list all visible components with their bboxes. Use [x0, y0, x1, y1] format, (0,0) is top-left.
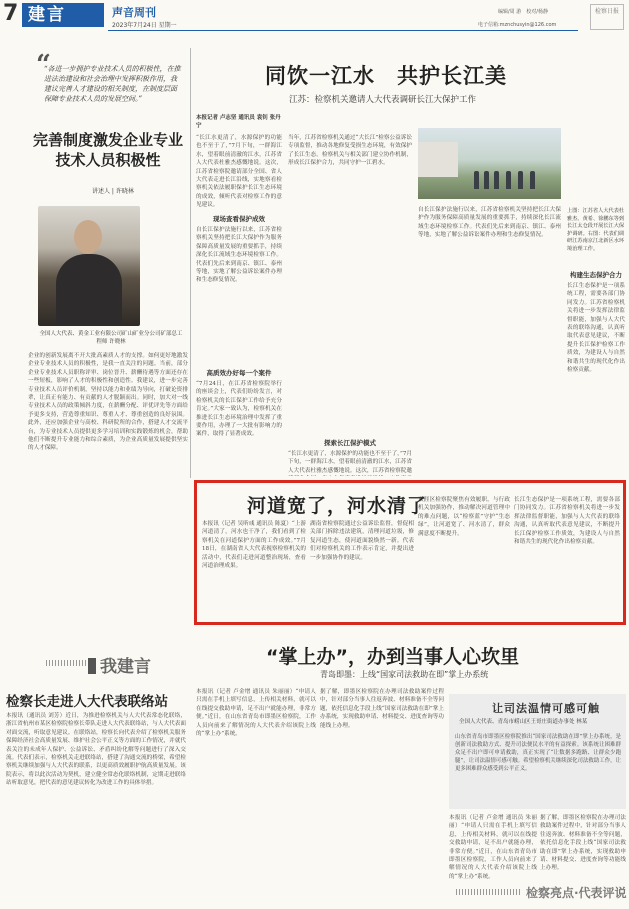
- main-subheadline: 江苏：检察机关邀请人大代表调研长江大保护工作: [289, 95, 477, 105]
- portrait-caption: 全国人大代表、黄金工业有限公司矿山矿业分公司矿部总工程师 许晓林: [39, 331, 183, 345]
- column-divider: [190, 48, 191, 478]
- jianyan-banner: 我建言: [100, 657, 151, 677]
- main-col-5: 自长江保护法施行以来，江苏省检察机关坚持把长江大保护作为服务保障高质量发展的重要抓手，持续深化长江流域生态环境检察工作。代表们先后来到南京、镇江、泰州等地，实地了解公益诉讼案件办理和生态修复情况。: [418, 207, 561, 239]
- main-col-6: 长江生态保护是一项系统工程，需要各部门协同发力。江苏省检察机关将进一步发挥法律监督职能，加强与人大代表的联络沟通，认真听取代表意见建议，不断提升长江保护检察工作质效，为建设人与自然和谐共生的现代化作出检察贡献。: [567, 283, 625, 374]
- left-article-byline: 讲述人 | 许晓林: [92, 188, 134, 195]
- header-rule: [108, 30, 578, 31]
- lower-headline: “掌上办”，办到当事人心坎里: [266, 646, 519, 668]
- page-header: [0, 0, 629, 36]
- column-name: 声音周刊: [112, 6, 156, 19]
- banner-dots: [46, 660, 86, 666]
- main-byline: 本报记者 卢志坚 通讯员 袁钊 张丹宁: [196, 115, 281, 129]
- main-photo: [418, 128, 561, 199]
- main-col-3: “7月24日，在江苏省检察院举行的座谈会上，代表们纷纷发言，对检察机关的长江保护工作给予充分肯定。”大家一致认为，检察机关在推进长江生态环境治理中发挥了重要作用，办理了一大批有影响力的案件，取得了显著成效。: [196, 381, 282, 438]
- main-col-1: “长江水更清了，水源保护的功能也不至于了，”7月下旬，一群海江水，望着眼前清澈的江水，江苏省人大代表杜雅杰感慨地说。这次，江苏省检察院邀请部分全国、省人大代表走进长江沿线，实地察看检察机关依法履职保护长江生态环境的成效，倾听代表对检察工作的意见建议。: [196, 135, 282, 209]
- lower-subheadline: 青岛即墨：上线“国家司法救助在即”掌上办系统: [320, 670, 489, 679]
- lower-col-1: 本报讯（记者 卢金增 通讯员 朱丽丽）“申请人只需在手机上填写信息，上传相关材料，就可以在线提交救助申请，足不出户就能办理，非常方便。”近日，在山东省青岛市即墨区检察院，工作人员向前来了解情况的人大代表介绍该院上线的“掌上办”系统。: [196, 689, 316, 738]
- section-head-4: 构建生态保护合力: [570, 271, 622, 279]
- commentary-title: 让司法温情可感可触: [492, 702, 600, 715]
- review-banner: 检察亮点·代表评说: [526, 886, 627, 900]
- review-dots: [456, 889, 522, 895]
- main-photo-caption: 上图：江苏省人大代表杜雅杰、黄希、徐鹏东等到长江太仓段开展长江大保护调研。右图：代表们调研江苏南京江北新区水环境治理工作。: [567, 208, 625, 252]
- section-head-2: 高质效办好每一个案件: [206, 369, 272, 377]
- highlight-col-3: 双涯区检察院聚焦有效履职，与行政机关加强协作，推动解决河道管理中的难点问题，以“检察蓝”守护“生态绿”，让河道宽了、河水清了，群众满意度不断提升。: [418, 497, 510, 537]
- highlight-title: 河道宽了，河水清了: [247, 495, 428, 517]
- page-number: 7: [3, 1, 19, 26]
- banner-bar: [88, 658, 96, 674]
- editors: 编辑/周 游 校对/杨静: [498, 9, 548, 15]
- pull-quote: “各进一步拥护专业技术人员的积极性，在推进法治建设和社会治理中发挥积极作用，我建议完善人才建设的相关制度，在制度层面保障专业技术人员的发展空间。”: [44, 65, 181, 103]
- left-article-title: 完善制度激发企业专业技术人员积极性: [32, 131, 183, 169]
- commentary-body: 山东省青岛市即墨区检察院推出“国家司法救助在即”掌上办系统，是创新司法救助方式、提升司法便民水平的有益探索。该系统让困难群众足不出户即可申请救助，真正实现了“让数据多跑路、让群众少跑腿”，让司法温情可感可触。希望检察机关继续深化司法救助工作，让更多困难群众感受到公平正义。: [455, 734, 621, 772]
- left-article-body: 企业的创新发展离不开大批高素质人才的支撑。如何更好地激发企业专业技术人员的积极性，是我一直关注的问题。当前，部分企业专业技术人员职称评审、岗位晋升、薪酬待遇等方面还存在一些短板，影响了人才的积极性和创造性。我建议，进一步完善专业技术人员评价机制，坚持以能力和业绩为导向，打破论资排辈，让真正有能力、有贡献的人才脱颖而出。同时，加大对一线专业技术人员的政策倾斜力度，在薪酬分配、评优评先等方面给予更多支持，营造尊重知识、尊重人才、尊重创造的良好氛围。此外，还应加强企业与高校、科研院所的合作，搭建人才交流平台，为专业技术人员提供更多学习培训和实践锻炼的机会，帮助他们不断提升专业能力和综合素质，为企业高质量发展提供坚实的人才保障。: [28, 353, 188, 452]
- main-headline: 同饮一江水 共护长江美: [265, 64, 507, 88]
- lower-col-3: 本报讯（记者 卢金增 通讯员 朱丽丽）“申请人只需在手机上填写信息，上传相关材料，就可以在线提交救助申请，足不出户就能办理，非常方便。”近日，在山东省青岛市即墨区检察院，工作人员向前来了解情况的人大代表介绍该院上线的“掌上办”系统。: [449, 815, 537, 880]
- jianyan-title: 检察长走进人大代表联络站: [6, 694, 168, 710]
- highlight-col-2: 湖南省检察院通过公益诉讼监督，督促相关部门拆除违法建筑，清理河道垃圾，修复河道生态，使河道面貌焕然一新。代表们对检察机关的工作表示肯定，并提出进一步加强协作的建议。: [310, 521, 414, 561]
- commentary-byline: 全国人大代表、青岛市崂山区王哥庄街道办事处 林某: [459, 719, 588, 725]
- newspaper-logo: 检察日报: [590, 4, 624, 30]
- quote-mark-icon: “: [36, 50, 51, 80]
- jianyan-body: 本报讯（通讯员 刘芳）近日，为推进检察机关与人大代表常态化联络，浙江省杭州市某区检察院检察长带队走进人大代表联络站，与人大代表面对面交流，听取意见建议。在联络站，检察长向代表介绍了检察机关服务保障经济社会高质量发展、维护社会公平正义等方面的工作情况，并就代表关注的未成年人保护、公益诉讼、矛盾纠纷化解等问题进行了深入交流。代表们表示，检察机关走进联络站，搭建了沟通交流的桥梁，希望检察机关继续加强与人大代表的联系，以更高质效履职护航高质量发展。该院表示，将以此次活动为契机，建立健全常态化联络机制，定期走进联络站听取意见，把代表的意见建议转化为改进工作的具体举措。: [6, 713, 186, 787]
- main-col-2: 自长江保护法施行以来，江苏省检察机关坚持把长江大保护作为服务保障高质量发展的重要抓手，持续深化长江流域生态环境检察工作。代表们先后来到南京、镇江、泰州等地，实地了解公益诉讼案件办理和生态修复情况。: [196, 227, 282, 284]
- lower-col-4: 据了解，即墨区检察院在办理司法救助案件过程中，针对部分当事人往返奔波、材料准备不全等问题，依托信息化手段上线“国家司法救助在即”掌上办系统，实现救助申请、材料提交、进度查询等功能线上办理。: [540, 815, 626, 872]
- portrait-photo: [38, 206, 140, 326]
- main-col-4b: “长江水更清了，水源保护的功能也不至于了，”7月下旬，一群海江水，望着眼前清澈的江水，江苏省人大代表杜雅杰感慨地说。这次，江苏省检察院邀: [288, 451, 412, 474]
- issue-date: 2023年7月24日 星期一: [112, 22, 177, 29]
- highlight-col-4: 长江生态保护是一项系统工程，需要各部门协同发力。江苏省检察机关将进一步发挥法律监督职能，加强与人大代表的联络沟通，认真听取代表意见建议，不断提升长江保护检察工作质效，为建设人与自然和谐共生的现代化作出检察贡献。: [514, 497, 620, 546]
- main-col-4: 当年，江苏省检察机关通过“大长江”检察公益诉讼专项监督，推动各地修复受损生态环境，有效保护了长江生态。检察机关与相关部门建立协作机制，形成长江保护合力，共同守护一江碧水。: [288, 135, 412, 167]
- section-head-1: 现场查看保护成效: [213, 215, 265, 223]
- lower-col-2: 据了解，即墨区检察院在办理司法救助案件过程中，针对部分当事人往返奔波、材料准备不全等问题，依托信息化手段上线“国家司法救助在即”掌上办系统，实现救助申请、材料提交、进度查询等功能线上办理。: [320, 689, 444, 729]
- section-title: 建言: [22, 3, 104, 27]
- highlight-col-1: 本报讯（记者 吴昕彧 通讯员 陈夏）“上游河道清了，河水也干净了，我们看到了检察机关在河道保护方面的工作成效。”7月18日，在湖南省人大代表视察检察机关的活动中，代表们走进河道整治现场，查看河道治理成果。: [202, 521, 306, 570]
- email: 电子信箱:mznchusyin@126.com: [478, 22, 557, 28]
- section-head-3: 探索长江保护模式: [324, 439, 376, 447]
